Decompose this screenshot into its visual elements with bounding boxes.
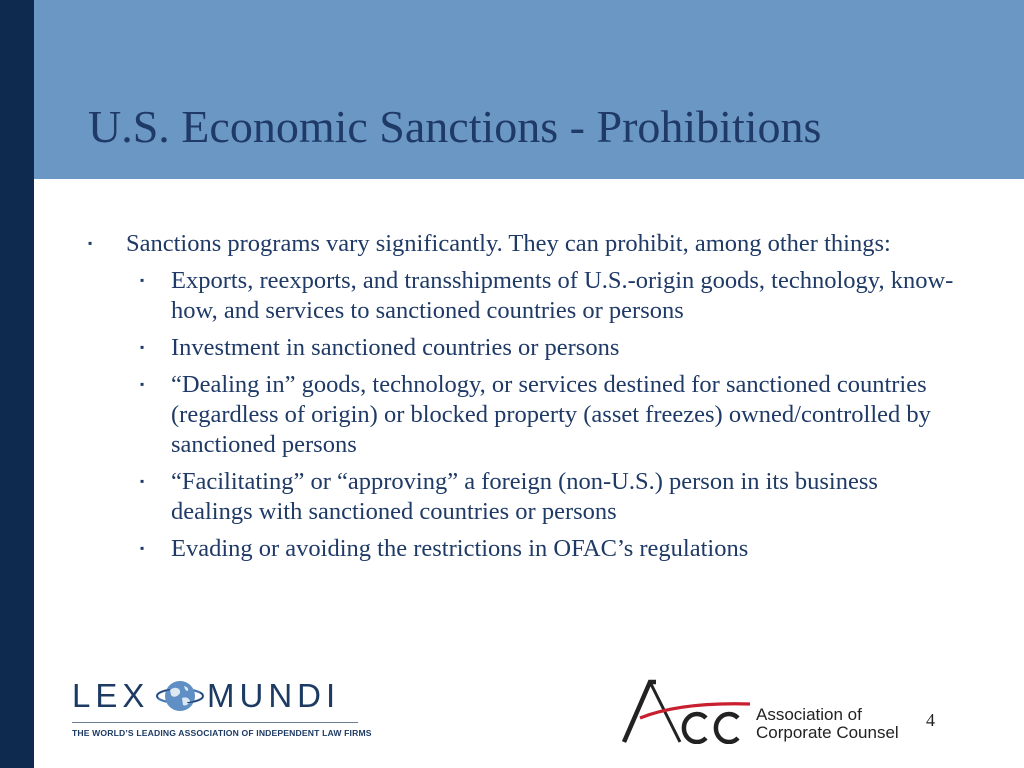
sub-bullet-item (88, 266, 958, 326)
acc-name (756, 706, 899, 742)
lex-mundi-logo (72, 676, 372, 746)
globe-icon (155, 676, 205, 716)
sub-bullet-item (88, 370, 958, 460)
page-number: 4 (926, 710, 935, 730)
sub-bullet-text: “Facilitating” or “approving” a foreign (non-U.S.) person in its business dealings with sanctioned countries or persons (171, 468, 878, 525)
slide-title: U.S. Economic Sanctions - Prohibitions (88, 101, 822, 152)
sub-bullet-list (88, 266, 958, 564)
sub-bullet-item (88, 534, 958, 564)
acc-name-line-1: Association of (756, 705, 862, 724)
lex-mundi-divider (72, 722, 358, 723)
lex-mundi-tagline: THE WORLD’S LEADING ASSOCIATION OF INDEPENDENT LAW FIRMS (72, 728, 372, 738)
lex-mundi-word-left: LEX (72, 677, 150, 714)
left-accent-bar (0, 0, 34, 768)
bullet-marker: ▪ (140, 273, 145, 287)
lex-mundi-word-right: MUNDI (207, 677, 341, 714)
sub-bullet-item (88, 467, 958, 527)
bullet-text: Sanctions programs vary significantly. They can prohibit, among other things: (126, 230, 891, 257)
bullet-item (88, 229, 958, 259)
acc-logo (620, 678, 910, 748)
sub-bullet-text: Investment in sanctioned countries or persons (171, 334, 620, 361)
sub-bullet-text: Evading or avoiding the restrictions in OFAC’s regulations (171, 535, 749, 562)
sub-bullet-text: Exports, reexports, and transshipments of U.S.-origin goods, technology, know-how, and services to sanctioned countries or persons (171, 267, 954, 324)
acc-mark-icon (620, 678, 750, 744)
bullet-marker: ▪ (140, 340, 145, 354)
sub-bullet-text: “Dealing in” goods, technology, or services destined for sanctioned countries (regardless of origin) or blocked property (asset freezes) owned/controlled by sanctioned persons (171, 371, 931, 458)
bullet-marker: ▪ (140, 541, 145, 555)
bullet-marker: ▪ (88, 236, 93, 250)
sub-bullet-item (88, 333, 958, 363)
bullet-marker: ▪ (140, 377, 145, 391)
acc-name-line-2: Corporate Counsel (756, 723, 899, 742)
bullet-marker: ▪ (140, 474, 145, 488)
bullet-list (88, 229, 958, 564)
